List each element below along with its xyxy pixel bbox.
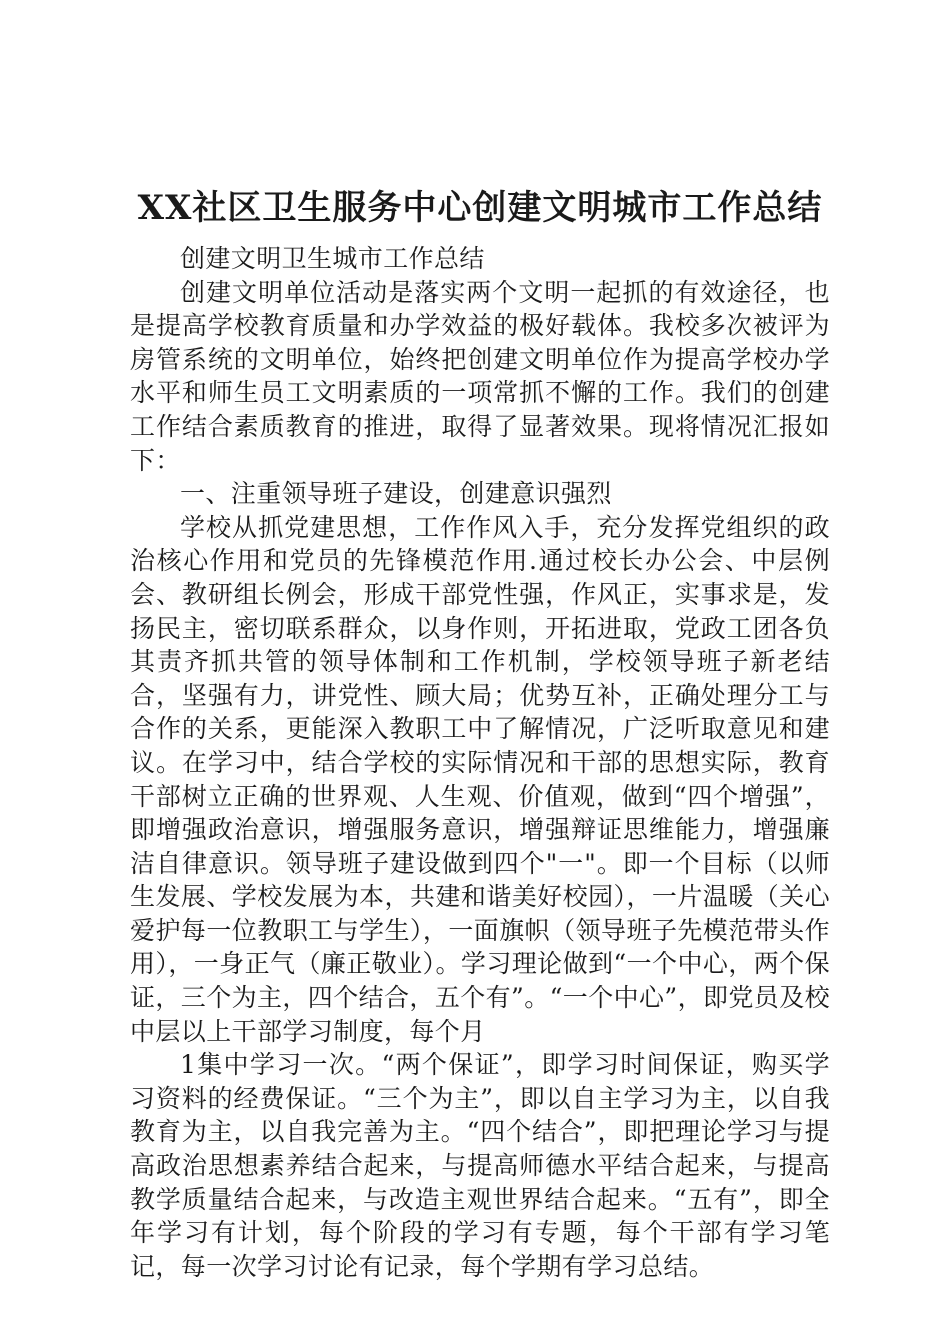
- intro-paragraph: 创建文明单位活动是落实两个文明一起抓的有效途径，也是提高学校教育质量和办学效益的极好载体。我校多次被评为房管系统的文明单位，始终把创建文明单位作为提高学校办学水平和师生员工文明素质的一项常抓不懈的工作。我们的创建工作结合素质教育的推进，取得了显著效果。现将情况汇报如下：: [130, 277, 830, 475]
- subtitle-paragraph: 创建文明卫生城市工作总结: [180, 244, 485, 273]
- document-title: XX社区卫生服务中心创建文明城市工作总结: [137, 188, 823, 228]
- section-heading: 一、注重领导班子建设，创建意识强烈: [180, 479, 612, 509]
- body-paragraph: 1集中学习一次。“两个保证”，即学习时间保证，购买学习资料的经费保证。“三个为主”，即以自主学习为主，以自我教育为主，以自我完善为主。“四个结合”，即把理论学习与提高政治思想素养结合起来，与提高师德水平结合起来，与提高教学质量结合起来，与改造主观世界结合起来。“五有”，即全年学习有计划，每个阶段的学习有专题，每个干部有学习笔记，每一次学习讨论有记录，每个学期有学习总结。: [130, 1050, 830, 1281]
- document-page: [130, 180, 830, 1283]
- body-paragraph: 学校从抓党建思想，工作作风入手，充分发挥党组织的政治核心作用和党员的先锋模范作用.通过校长办公会、中层例会、教研组长例会，形成干部党性强，作风正，实事求是，发扬民主，密切联系群众，以身作则，开拓进取，党政工团各负其责齐抓共管的领导体制和工作机制，学校领导班子新老结合，坚强有力，讲党性、顾大局；优势互补，正确处理分工与合作的关系，更能深入教职工中了解情况，广泛听取意见和建议。在学习中，结合学校的实际情况和干部的思想实际，教育干部树立正确的世界观、人生观、价值观，做到“四个增强”，即增强政治意识，增强服务意识，增强辩证思维能力，增强廉洁自律意识。领导班子建设做到四个"一"。即一个目标（以师生发展、学校发展为本，共建和谐美好校园），一片温暖（关心爱护每一位教职工与学生），一面旗帜（领导班子先模范带头作用），一身正气（廉正敬业）。学习理论做到“一个中心，两个保证，三个为主，四个结合，五个有”。“一个中心”，即党员及校中层以上干部学习制度，每个月: [130, 512, 830, 1046]
